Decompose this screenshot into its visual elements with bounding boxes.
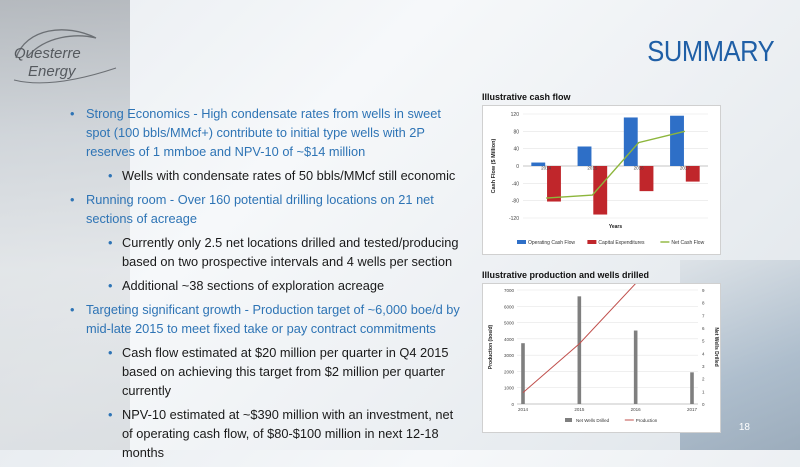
y-axis-label: Cash Flow ($ Million) [491,138,497,194]
y-tick-label: 120 [510,112,519,118]
y2-tick-label: 4 [702,351,705,357]
x-tick-label: 2017 [679,165,690,171]
y-tick-label: -80 [511,198,519,205]
y2-tick-label: 0 [702,402,705,407]
legend-swatch [587,240,596,244]
company-logo [6,18,126,88]
y-tick-label: 0 [516,164,519,170]
line-production [523,284,692,393]
bullet-item: • Targeting significant growth - Production target of ~6,000 boe/d by mid-late 2015 to meet fixed take or pay contract commitments [70,300,460,338]
bar-capital-expenditures [547,166,561,202]
cash-flow-chart [482,105,721,255]
y-tick-label: 80 [513,129,519,136]
y2-tick-label: 7 [702,313,705,319]
y-tick-label: -120 [508,216,519,222]
y-tick-label: 5000 [503,320,514,326]
bar-net-wells-drilled [690,372,694,404]
legend-label: Production [635,418,658,423]
y2-tick-label: 8 [702,300,705,306]
y2-tick-label: 6 [702,326,705,331]
cash-flow-chart-caption: Illustrative cash flow [482,92,571,102]
y-tick-label: 7000 [503,288,514,293]
y-tick-label: -40 [511,181,519,188]
bullet-item: • Running room - Over 160 potential drilling locations on 21 net sections of acreage [70,190,460,228]
sub-bullet-item: • Wells with condensate rates of 50 bbls/MMcf still economic [70,166,460,185]
legend-swatch [517,240,526,244]
page-number: 18 [738,422,750,433]
bar-net-wells-drilled [578,296,582,404]
x-tick-label: 2014 [517,407,529,412]
bar-operating-cash-flow [578,147,592,167]
y-tick-label: 2000 [503,369,514,375]
y-axis-label: Production (boe/d) [488,324,494,370]
legend-label: Operating Cash Flow [528,240,575,246]
x-tick-label: 2015 [587,165,598,171]
sub-bullet-item: • Cash flow estimated at $20 million per quarter in Q4 2015 based on achieving this target from $2 million per quarter currently [70,343,460,400]
sub-bullet-item: • NPV-10 estimated at ~$390 million with an investment, net of operating cash flow, of $80-$100 million in next 12-18 months [70,405,460,462]
bar-operating-cash-flow [670,116,684,166]
y-tick-label: 1000 [503,385,514,391]
x-tick-label: 2016 [633,165,644,171]
svg-text:Energy: Energy [28,63,76,80]
bar-operating-cash-flow [624,117,638,166]
x-axis-label: Years [608,224,623,230]
x-tick-label: 2014 [541,165,552,171]
y2-tick-label: 9 [702,288,705,293]
bullet-item: • Strong Economics - High condensate rates from wells in sweet spot (100 bbls/MMcf+) contribute to initial type wells with 2P reserves of 1 mmboe and NPV-10 of ~$14 million [70,104,460,161]
y2-tick-label: 2 [702,376,705,382]
svg-text:Questerre: Questerre [14,45,81,62]
y2-tick-label: 1 [702,389,705,395]
x-tick-label: 2015 [574,407,585,412]
bar-net-wells-drilled [521,343,525,404]
production-chart-caption: Illustrative production and wells drilled [482,270,650,280]
legend-swatch [565,418,572,422]
legend-label: Net Cash Flow [671,240,705,246]
bar-net-wells-drilled [634,331,638,404]
y2-axis-label: Net Wells Drilled [713,327,719,367]
production-chart-svg [483,284,720,432]
sub-bullet-item: • Additional ~38 sections of exploration acreage [70,276,460,295]
cash-flow-chart-svg [483,106,720,254]
bullet-list [70,104,460,467]
y2-tick-label: 3 [702,364,705,369]
bar-capital-expenditures [593,166,607,215]
y-tick-label: 40 [513,146,519,153]
y2-tick-label: 5 [702,338,705,344]
y-tick-label: 6000 [503,304,514,310]
production-chart [482,283,721,433]
slide-title: SUMMARY [647,36,774,68]
y-tick-label: 3000 [503,353,514,359]
sub-bullet-item: • Currently only 2.5 net locations drilled and tested/producing based on two prospective intervals and 4 wells per section [70,233,460,271]
x-tick-label: 2017 [686,407,698,412]
line-net-cash-flow [546,131,685,198]
x-tick-label: 2016 [630,407,641,412]
y-tick-label: 4000 [503,336,514,342]
legend-label: Capital Expenditures [598,240,645,246]
y-tick-label: 0 [511,402,514,407]
legend-label: Net Wells Drilled [576,418,610,423]
